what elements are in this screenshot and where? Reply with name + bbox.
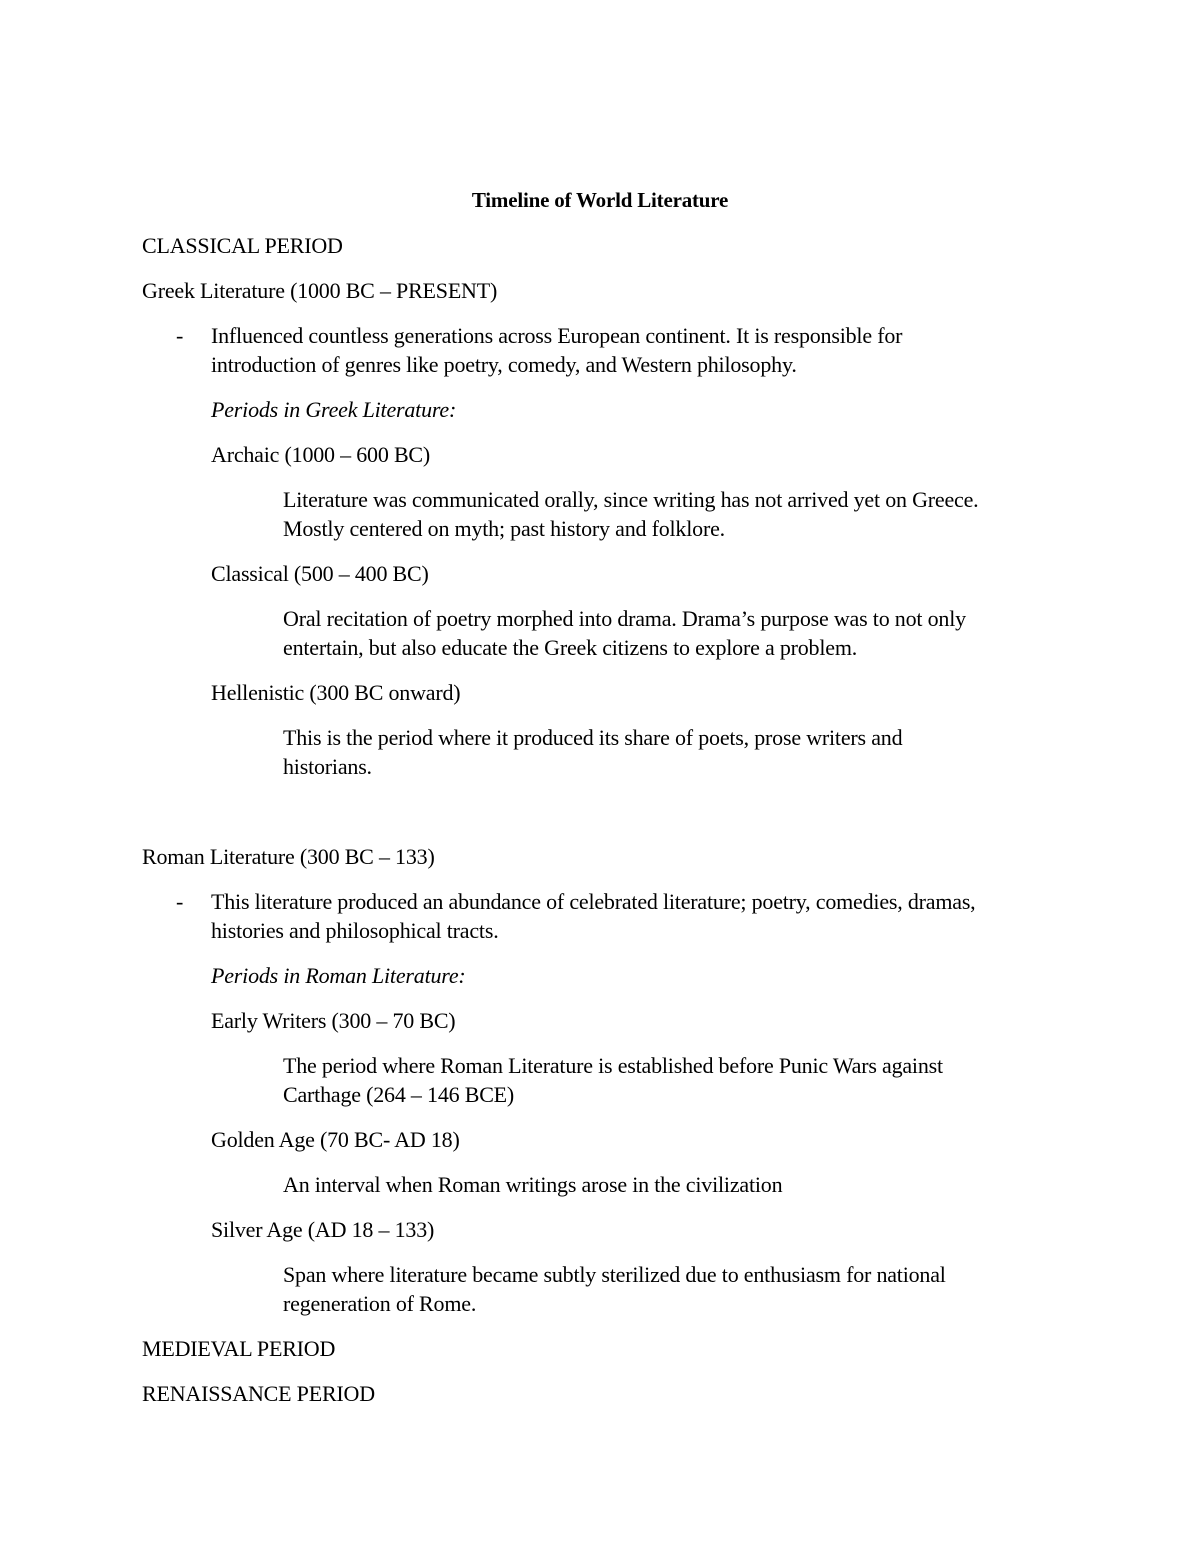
roman-bullet-line-1: This literature produced an abundance of celebrated literature; poetry, comedies, dramas,: [211, 889, 976, 914]
roman-bullet-marker: -: [176, 889, 184, 914]
classical-description-line-2: entertain, but also educate the Greek citizens to explore a problem.: [283, 635, 858, 660]
silver-age-label: Silver Age (AD 18 – 133): [211, 1217, 435, 1242]
archaic-description-line-2: Mostly centered on myth; past history and folklore.: [283, 516, 725, 541]
archaic-description-line-1: Literature was communicated orally, since writing has not arrived yet on Greece.: [283, 487, 979, 512]
golden-age-description-line-1: An interval when Roman writings arose in the civilization: [283, 1172, 783, 1197]
roman-periods-label: Periods in Roman Literature:: [211, 963, 466, 988]
early-writers-description-line-2: Carthage (264 – 146 BCE): [283, 1082, 515, 1107]
hellenistic-description-line-2: historians.: [283, 754, 372, 779]
silver-age-description-line-2: regeneration of Rome.: [283, 1291, 477, 1316]
golden-age-label: Golden Age (70 BC- AD 18): [211, 1127, 460, 1152]
roman-bullet-line-2: histories and philosophical tracts.: [211, 918, 499, 943]
greek-periods-label: Periods in Greek Literature:: [211, 397, 457, 422]
classical-label: Classical (500 – 400 BC): [211, 561, 429, 586]
early-writers-description-line-1: The period where Roman Literature is established before Punic Wars against: [283, 1053, 943, 1078]
greek-bullet-line-1: Influenced countless generations across European continent. It is responsible for: [211, 323, 903, 348]
document-title: Timeline of World Literature: [471, 188, 729, 212]
classical-period-heading: CLASSICAL PERIOD: [142, 233, 343, 258]
renaissance-period-heading: RENAISSANCE PERIOD: [142, 1381, 375, 1406]
early-writers-label: Early Writers (300 – 70 BC): [211, 1008, 456, 1033]
roman-literature-heading: Roman Literature (300 BC – 133): [142, 844, 435, 869]
hellenistic-label: Hellenistic (300 BC onward): [211, 680, 461, 705]
silver-age-description-line-1: Span where literature became subtly sterilized due to enthusiasm for national: [283, 1262, 946, 1287]
archaic-label: Archaic (1000 – 600 BC): [211, 442, 431, 467]
classical-description-line-1: Oral recitation of poetry morphed into drama. Drama’s purpose was to not only: [283, 606, 966, 631]
greek-literature-heading: Greek Literature (1000 BC – PRESENT): [142, 278, 498, 303]
greek-bullet-line-2: introduction of genres like poetry, comedy, and Western philosophy.: [211, 352, 797, 377]
medieval-period-heading: MEDIEVAL PERIOD: [142, 1336, 336, 1361]
greek-bullet-marker: -: [176, 323, 184, 348]
hellenistic-description-line-1: This is the period where it produced its share of poets, prose writers and: [283, 725, 903, 750]
